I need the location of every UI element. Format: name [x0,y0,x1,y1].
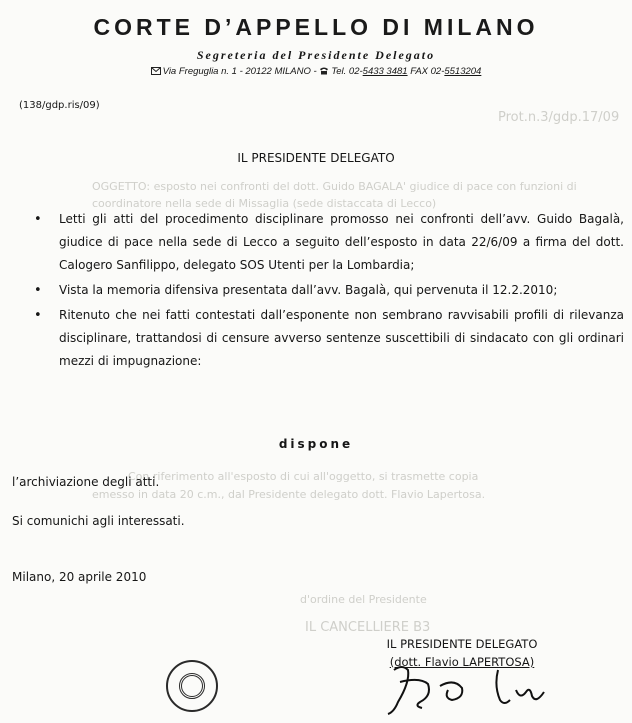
bleed-cancelliere: IL CANCELLIERE B3 [305,620,431,635]
document-heading: IL PRESIDENTE DELEGATO [237,151,395,165]
bleed-oggetto-2: coordinatore nella sede di Missaglia (sede distaccata di Lecco) [92,197,437,210]
envelope-icon [151,67,161,75]
archiviazione-line: l’archiviazione degli atti. [12,475,160,489]
office-subtitle: Segreteria del Presidente Delegato [196,48,436,62]
tel-label: Tel. 02- [331,66,363,77]
address-text: Via Freguglia n. 1 - 20122 MILANO - [162,66,320,77]
list-item: • Ritenuto che nei fatti contestati dall’esponente non sembrano ravvisabili profili di rilevanza disciplinare, trattandosi di censure avverso sentenze suscettibili di sindacato con gli ordinari mezzi di impugnazione: [34,304,624,373]
official-stamp [166,660,218,712]
dispone-heading: dispone [278,437,354,451]
bleed-prot: Prot.n.3/gdp.17/09 [498,110,620,125]
tel-number: 5433 3481 [362,66,408,77]
fax-label: FAX 02- [407,66,445,77]
court-title: CORTE D’APPELLO DI MILANO [93,14,539,40]
bleed-oggetto: OGGETTO: esposto nei confronti del dott. Guido BAGALA' giudice di pace con funzioni di [92,180,577,193]
handwritten-signature [380,662,560,720]
signature-name: (dott. Flavio LAPERTOSA) [389,655,535,669]
list-item: • Letti gli atti del procedimento disciplinare promosso nei confronti dell’avv. Guido Bagalà, giudice di pace nella sede di Lecco a seguito dell’esposto in data 22/6/09 a firma del dott. Calogero Sanfilippo, delegato SOS Utenti per la Lombardia; [34,208,624,277]
recitals-list [34,208,624,375]
signature-title: IL PRESIDENTE DELEGATO [386,637,538,651]
court-address [0,66,632,77]
list-item: • Vista la memoria difensiva presentata dall’avv. Bagalà, qui pervenuta il 12.2.2010; [34,279,624,302]
reference-number: (138/gdp.ris/09) [19,100,100,111]
bleed-ordine: d'ordine del Presidente [300,593,427,606]
bleed-riferimento-2: emesso in data 20 c.m., dal Presidente delegato dott. Flavio Lapertosa. [92,488,486,501]
place-date: Milano, 20 aprile 2010 [12,570,147,584]
bleed-riferimento: Con riferimento all'esposto di cui all'oggetto, si trasmette copia [128,470,479,483]
fax-number: 5513204 [444,66,482,77]
telephone-icon [319,67,329,75]
comunichi-line: Si comunichi agli interessati. [12,514,185,528]
